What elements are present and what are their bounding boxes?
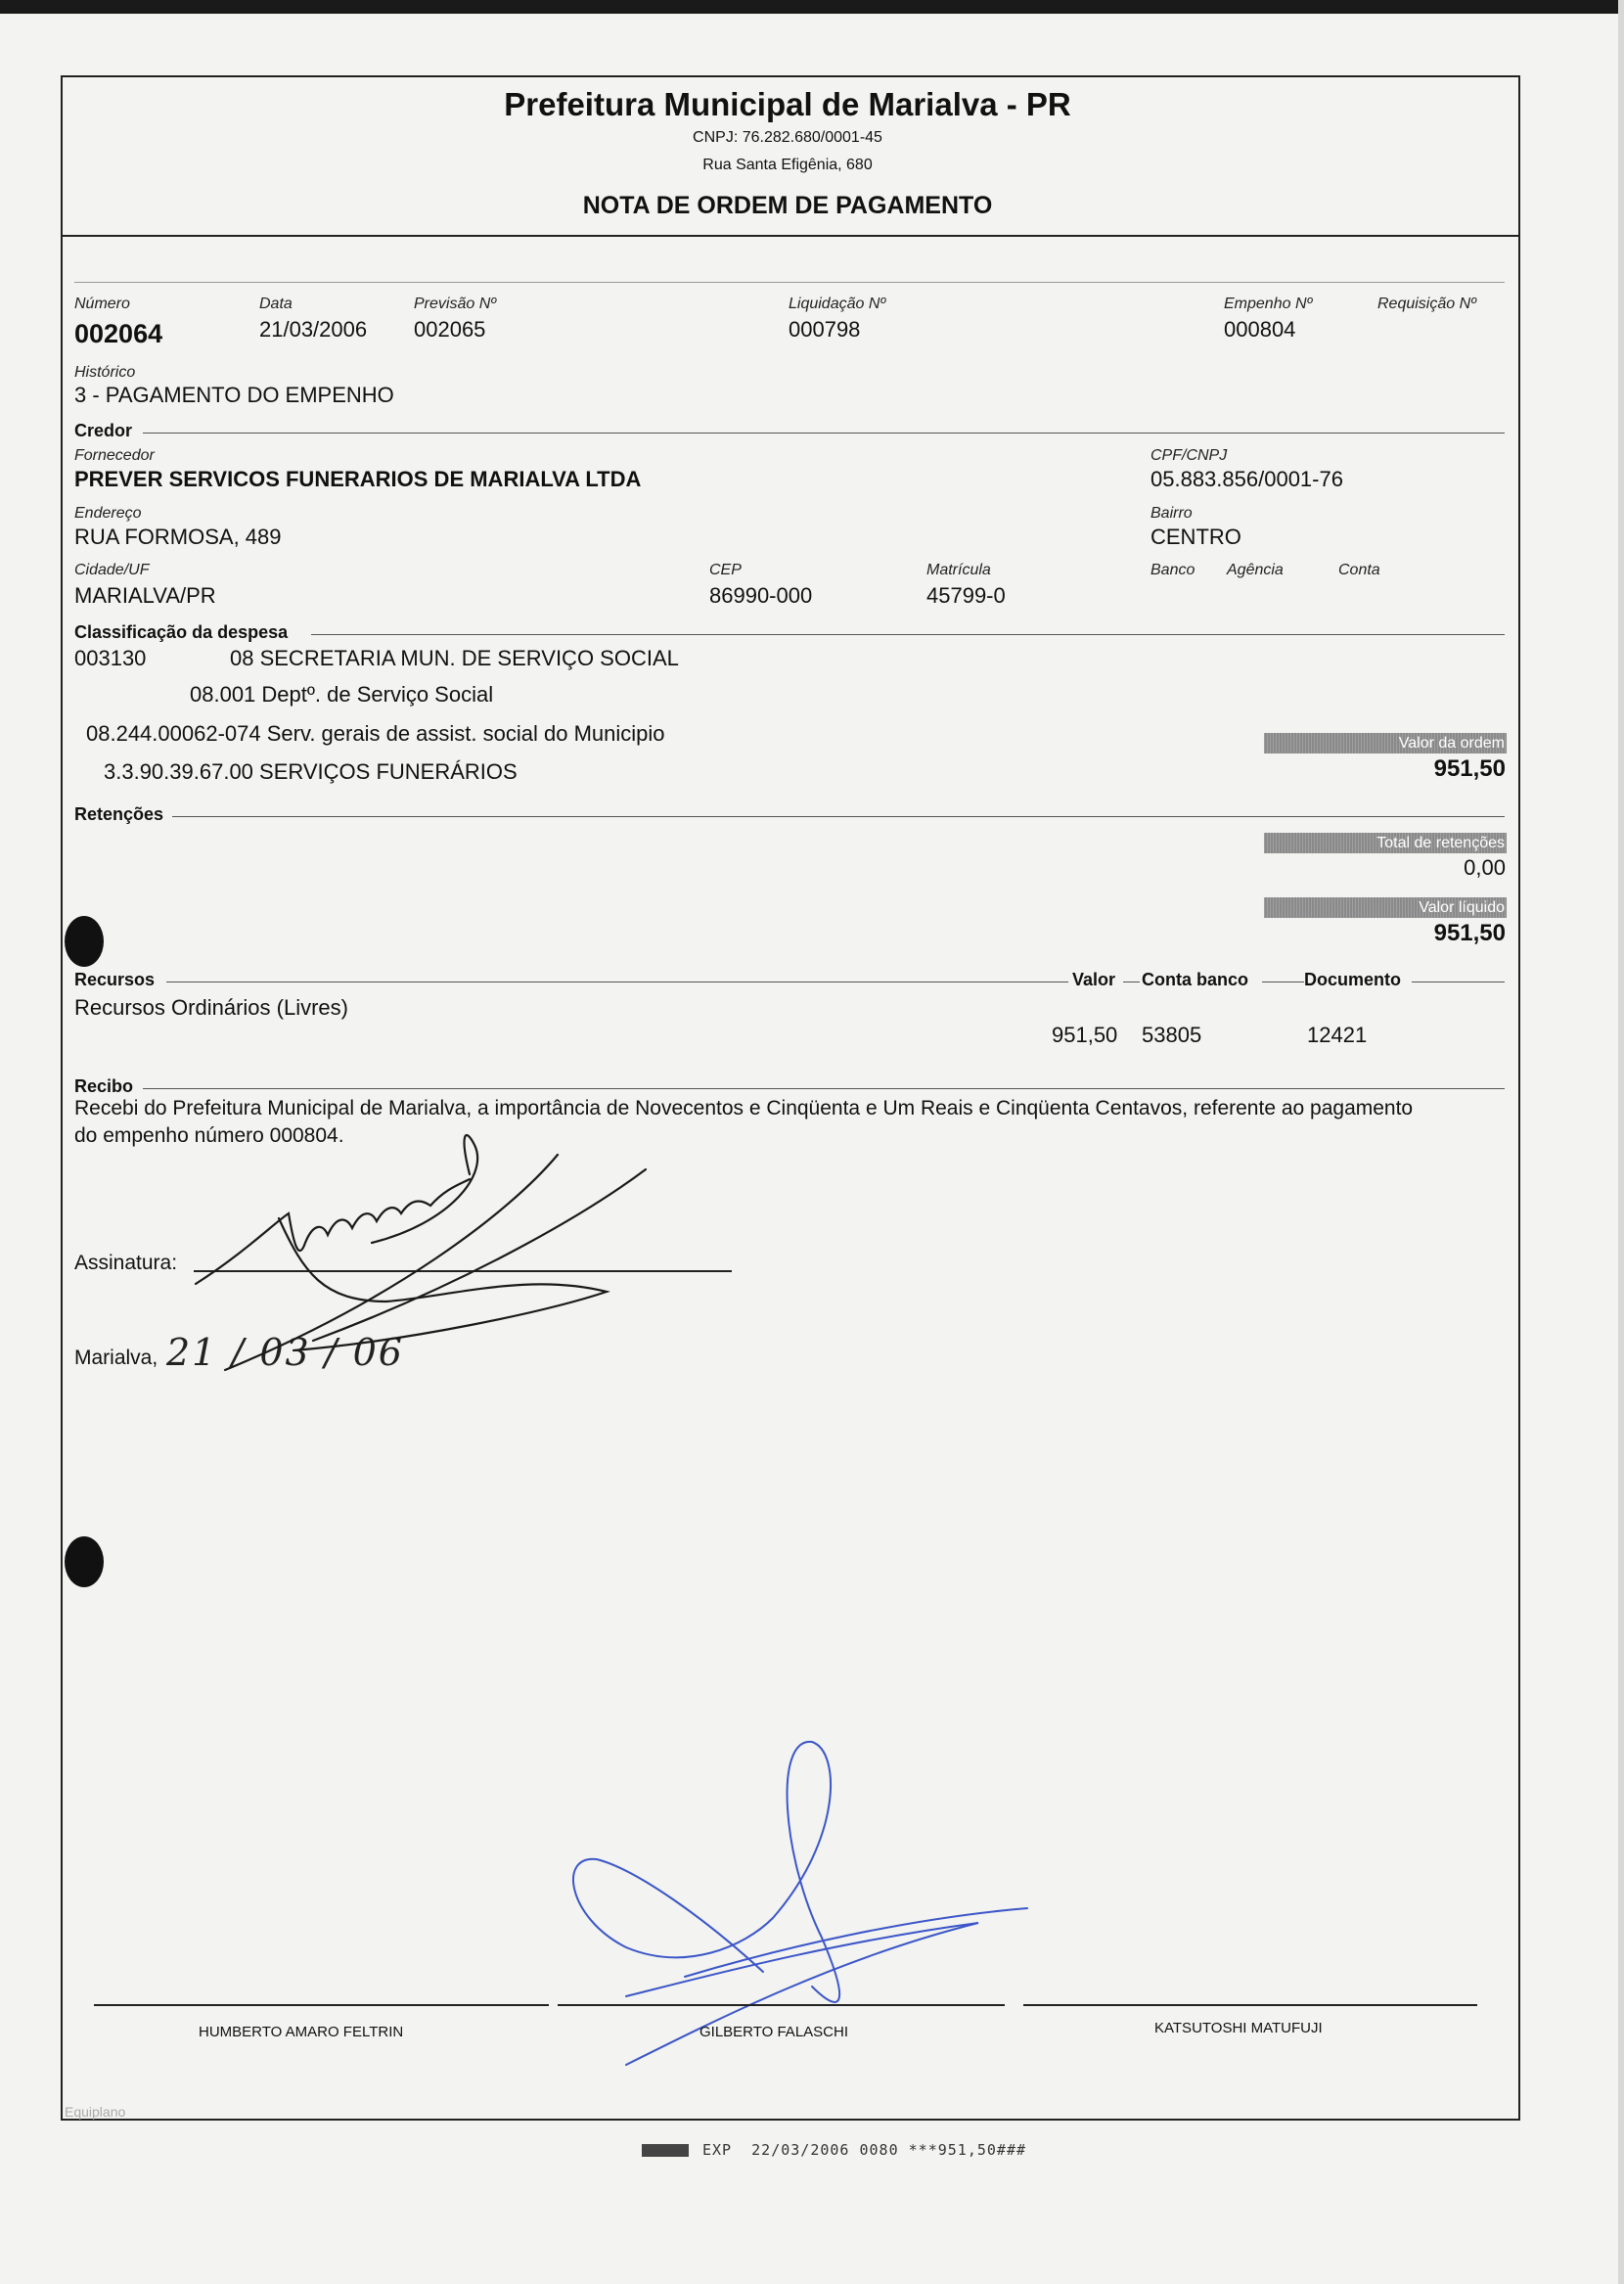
cep-label: CEP bbox=[709, 562, 742, 578]
signatory-2: GILBERTO FALASCHI bbox=[699, 2024, 848, 2040]
endereco-label: Endereço bbox=[74, 505, 142, 522]
recibo-section: Recibo bbox=[74, 1076, 134, 1096]
address: Rua Santa Efigênia, 680 bbox=[702, 157, 873, 173]
fornecedor-label: Fornecedor bbox=[74, 447, 155, 464]
classificacao-line3: 08.244.00062-074 Serv. gerais de assist. social do Municipio bbox=[86, 721, 665, 746]
valor-ordem-label: Valor da ordem bbox=[1264, 733, 1507, 754]
valor-liquido-value: 951,50 bbox=[1433, 920, 1506, 946]
cpf-label: CPF/CNPJ bbox=[1150, 447, 1228, 464]
signatory-line-2 bbox=[558, 2004, 1005, 2006]
classificacao-line1: 08 SECRETARIA MUN. DE SERVIÇO SOCIAL bbox=[230, 646, 679, 670]
empenho-value: 000804 bbox=[1224, 317, 1296, 342]
recibo-signature bbox=[196, 1135, 646, 1370]
conta-label: Conta bbox=[1338, 562, 1380, 578]
bairro-label: Bairro bbox=[1150, 505, 1193, 522]
signatory-line-1 bbox=[94, 2004, 549, 2006]
credor-section: Credor bbox=[74, 421, 133, 440]
recursos-documento: 12421 bbox=[1307, 1023, 1368, 1047]
numero-label: Número bbox=[74, 296, 130, 312]
recursos-conta-banco: 53805 bbox=[1142, 1023, 1202, 1047]
recibo-text-line1: Recebi do Prefeitura Municipal de Marialva, a importância de Novecentos e Cinqüenta e Um Reais e Cinqüenta Centavos, referente ao pagamento bbox=[74, 1097, 1414, 1119]
numero-value: 002064 bbox=[74, 319, 163, 348]
agencia-label: Agência bbox=[1227, 562, 1284, 578]
documento-column-label: Documento bbox=[1304, 970, 1401, 989]
classificacao-section: Classificação da despesa bbox=[74, 622, 289, 642]
data-label: Data bbox=[259, 296, 293, 312]
historico-label: Histórico bbox=[74, 364, 136, 381]
retencoes-section: Retenções bbox=[74, 804, 164, 824]
historico-value: 3 - PAGAMENTO DO EMPENHO bbox=[74, 383, 394, 407]
classificacao-code: 003130 bbox=[74, 646, 147, 670]
blue-signature bbox=[573, 1742, 1027, 2065]
signatory-line-3 bbox=[1023, 2004, 1477, 2006]
cnpj: CNPJ: 76.282.680/0001-45 bbox=[693, 129, 882, 146]
endereco-value: RUA FORMOSA, 489 bbox=[74, 525, 282, 549]
local-label: Marialva, bbox=[74, 1347, 158, 1369]
matricula-label: Matrícula bbox=[926, 562, 991, 578]
data-value: 21/03/2006 bbox=[259, 317, 368, 342]
classificacao-line2: 08.001 Deptº. de Serviço Social bbox=[190, 682, 494, 707]
recursos-section: Recursos bbox=[74, 970, 156, 989]
recursos-descricao: Recursos Ordinários (Livres) bbox=[74, 995, 348, 1020]
handwritten-date: 21 / 03 / 06 bbox=[166, 1331, 404, 1374]
cidade-label: Cidade/UF bbox=[74, 562, 150, 578]
bank-stamp-text: 22/03/2006 0080 ***951,50### bbox=[751, 2141, 1027, 2159]
banco-label: Banco bbox=[1150, 562, 1195, 578]
valor-ordem-value: 951,50 bbox=[1433, 755, 1506, 782]
valor-liquido-label: Valor líquido bbox=[1264, 897, 1507, 918]
requisicao-label: Requisição Nº bbox=[1377, 296, 1476, 312]
cidade-value: MARIALVA/PR bbox=[74, 583, 216, 608]
assinatura-label: Assinatura: bbox=[74, 1252, 178, 1274]
signatory-3: KATSUTOSHI MATUFUJI bbox=[1154, 2020, 1323, 2036]
matricula-value: 45799-0 bbox=[926, 583, 1006, 608]
valor-column-label: Valor bbox=[1072, 970, 1116, 989]
previsao-label: Previsão Nº bbox=[414, 296, 497, 312]
fornecedor-value: PREVER SERVICOS FUNERARIOS DE MARIALVA LTDA bbox=[74, 467, 642, 491]
liquidacao-value: 000798 bbox=[789, 317, 861, 342]
conta-banco-column-label: Conta banco bbox=[1142, 970, 1249, 989]
previsao-value: 002065 bbox=[414, 317, 486, 342]
document-title: NOTA DE ORDEM DE PAGAMENTO bbox=[582, 192, 993, 219]
total-retencoes-value: 0,00 bbox=[1464, 855, 1506, 880]
signatory-1: HUMBERTO AMARO FELTRIN bbox=[199, 2024, 404, 2040]
recibo-text-line2: do empenho número 000804. bbox=[74, 1124, 344, 1147]
liquidacao-label: Liquidação Nº bbox=[789, 296, 886, 312]
software-footer: Equiplano bbox=[65, 2104, 126, 2120]
stamp-logo-icon bbox=[642, 2144, 689, 2157]
cpf-value: 05.883.856/0001-76 bbox=[1150, 467, 1343, 491]
municipality-title: Prefeitura Municipal de Marialva - PR bbox=[504, 86, 1071, 122]
recursos-valor: 951,50 bbox=[1052, 1023, 1118, 1047]
bairro-value: CENTRO bbox=[1150, 525, 1241, 549]
classificacao-line4: 3.3.90.39.67.00 SERVIÇOS FUNERÁRIOS bbox=[104, 759, 518, 784]
bank-stamp: EXP 22/03/2006 0080 ***951,50### bbox=[642, 2141, 1026, 2159]
total-retencoes-label: Total de retenções bbox=[1264, 833, 1507, 853]
empenho-label: Empenho Nº bbox=[1224, 296, 1313, 312]
cep-value: 86990-000 bbox=[709, 583, 813, 608]
